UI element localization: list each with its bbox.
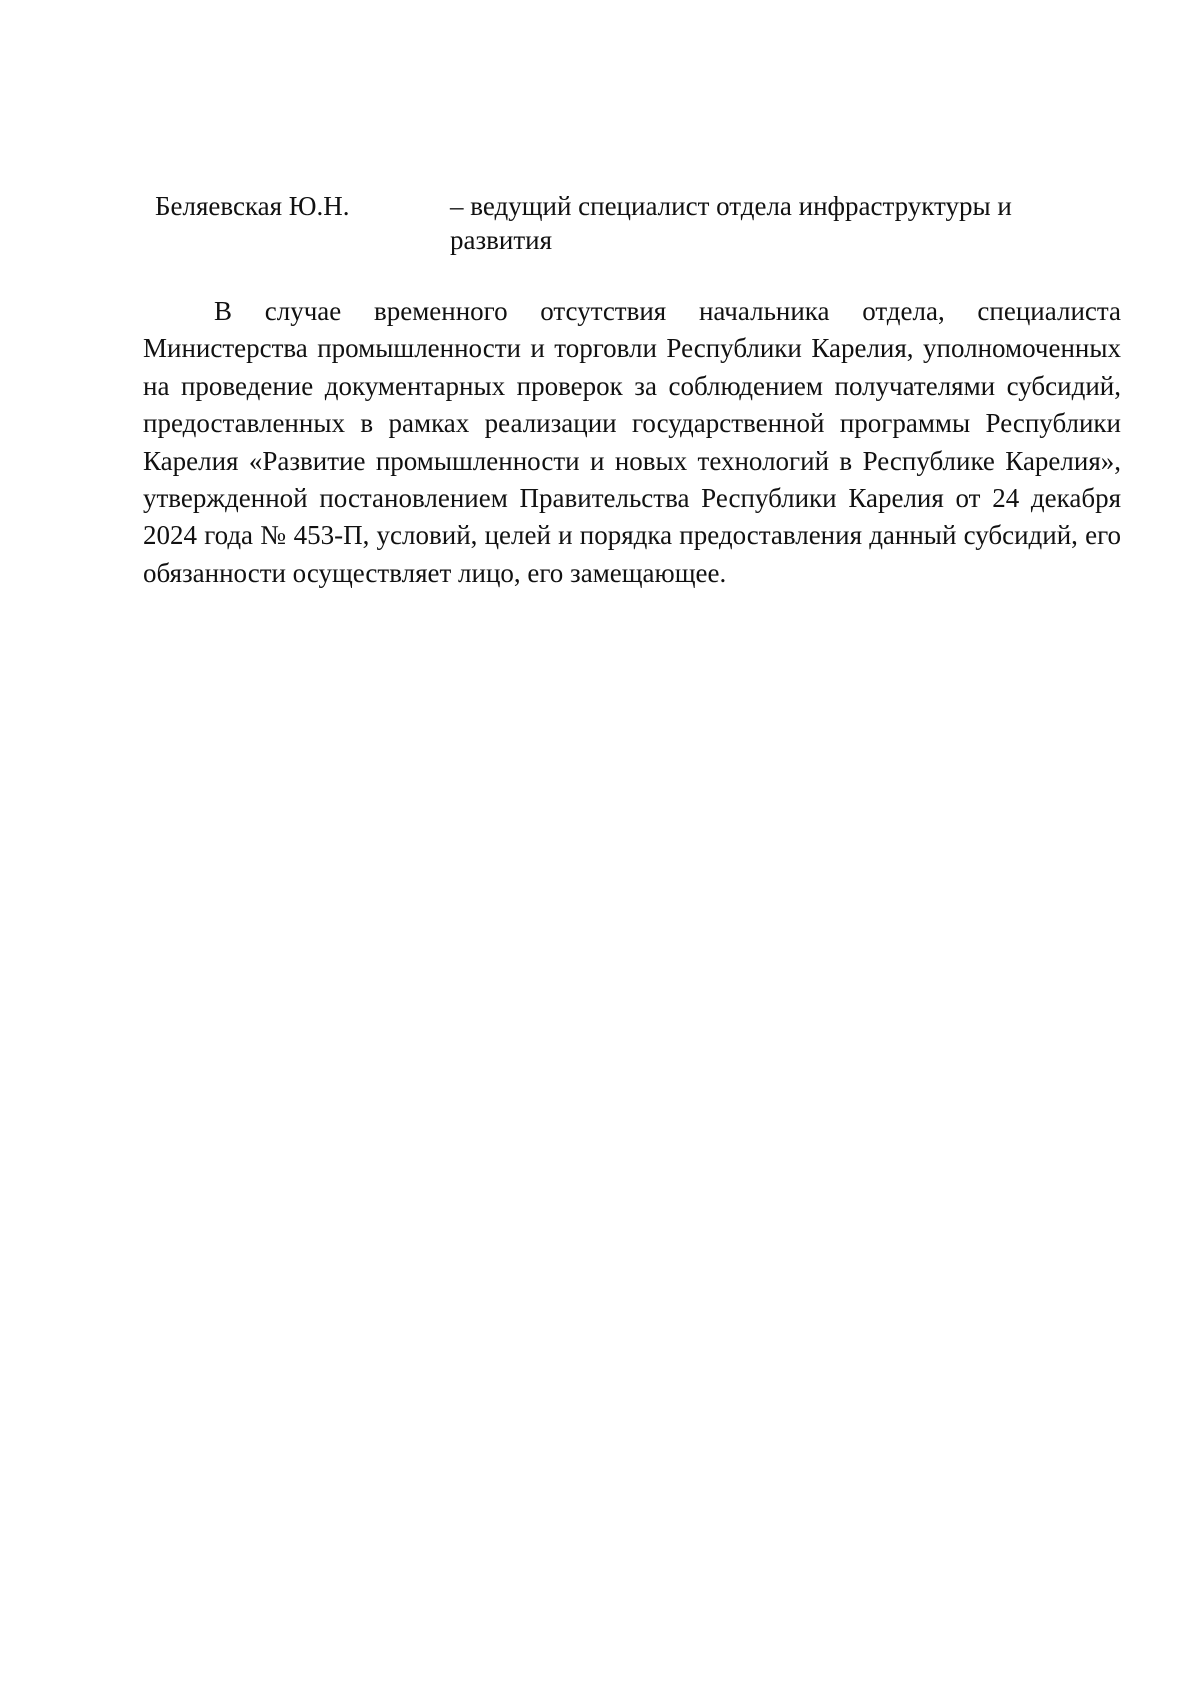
body-paragraph: В случае временного отсутствия начальника отдела, специалиста Министерства промышленности и торговли Республики Карелия, уполномоченных на проведение документарных проверок за соблюдением получателями субсидий, предоставленных в рамках реализации государственной программы Республики Карелия «Развитие промышленности и новых технологий в Республике Карелия», утвержденной постановлением Правительства Республики Карелия от 24 декабря 2024 года № 453-П, условий, целей и порядка предоставления данный субсидий, его обязанности осуществляет лицо, его замещающее. <box>143 296 1121 588</box>
member-name: Беляевская Ю.Н. <box>155 191 350 221</box>
member-role: – ведущий специалист отдела инфраструктуры и развития <box>450 191 1012 255</box>
